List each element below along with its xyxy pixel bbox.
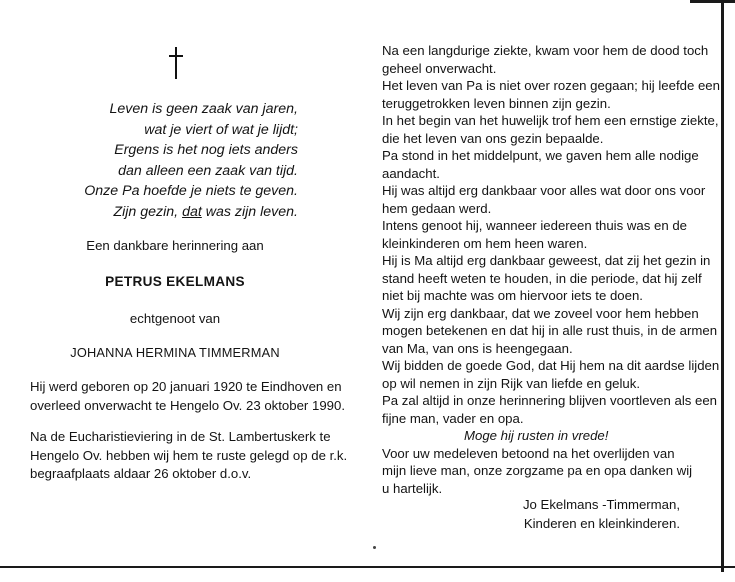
fold-mark: [373, 546, 376, 549]
dedication: Een dankbare herinnering aan: [86, 238, 264, 253]
thanks-line: Voor uw medeleven betoond na het overlijden van: [382, 445, 675, 461]
tribute-line: Pa zal altijd in onze herinnering blijven voortleven als een: [382, 393, 718, 408]
poem-line: [60, 202, 298, 223]
tribute-line: kleinkinderen om hem heen waren.: [382, 235, 588, 251]
tribute-line: op wil nemen in zijn Rijk van liefde en geluk.: [382, 375, 641, 391]
scan-edge-corner: [690, 0, 735, 3]
tribute-line: hem gedaan werd.: [382, 200, 492, 216]
poem-text: was zijn leven.: [201, 203, 298, 220]
paragraph-line: overleed onverwacht te Hengelo Ov. 23 oktober 1990.: [30, 397, 345, 413]
poem-underlined-word: dat: [182, 203, 202, 220]
poem-line: Leven is geen zaak van jaren,: [109, 101, 298, 117]
tribute-line: Intens genoot hij, wanneer iedereen thuis was en de: [382, 218, 687, 233]
signature-line: Kinderen en kleinkinderen.: [523, 516, 680, 531]
poem-line: Ergens is het nog iets anders: [114, 142, 298, 159]
tribute-line: Wij zijn erg dankbaar, dat we zoveel voor hem hebben: [382, 305, 699, 321]
tribute-text: [382, 42, 720, 497]
tribute-line: Het leven van Pa is niet over rozen gegaan; hij leefde een: [382, 78, 720, 93]
tribute-line: Wij bidden de goede God, dat Hij hem na dit aardse lijden: [382, 358, 720, 373]
tribute-line: Na een langdurige ziekte, kwam voor hem de dood toch: [382, 43, 709, 58]
paragraph-line: Hengelo Ov. hebben wij hem te ruste gelegd op de r.k.: [30, 447, 348, 463]
thanks-line: mijn lieve man, onze zorgzame pa en opa danken wij: [382, 463, 693, 478]
tribute-line: geheel onverwacht.: [382, 60, 497, 76]
paragraph-line: begraafplaats aldaar 26 oktober d.o.v.: [30, 466, 252, 481]
tribute-line: Pa stond in het middelpunt, we gaven hem alle nodige: [382, 148, 699, 163]
prayer-line: Moge hij rusten in vrede!: [464, 428, 609, 443]
paragraph-line: Na de Eucharistieviering in de St. Lambertuskerk te: [30, 429, 331, 444]
poem-line: Onze Pa hoefde je niets te geven.: [84, 183, 298, 200]
birth-death-paragraph: [30, 378, 345, 415]
tribute-line: die het leven van ons gezin bepaalde.: [382, 130, 604, 146]
tribute-line: In het begin van het huwelijk trof hem een ernstige ziekte,: [382, 113, 719, 128]
tribute-line: Hij is Ma altijd erg dankbaar geweest, dat zij het gezin in: [382, 253, 711, 268]
thanks-line: u hartelijk.: [382, 480, 443, 496]
burial-paragraph: [30, 428, 348, 484]
deceased-name: PETRUS EKELMANS: [105, 274, 245, 289]
tribute-line: niet bij machte was om hiervoor iets te doen.: [382, 288, 643, 303]
tribute-line: van Ma, van ons is heengegaan.: [382, 340, 573, 356]
scan-edge-right: [721, 0, 724, 572]
tribute-line: teruggetrokken leven binnen zijn gezin.: [382, 95, 611, 111]
signature-line: Jo Ekelmans -Timmerman,: [522, 497, 680, 512]
tribute-line: stand heeft weten te houden, in die periode, dat hij zelf: [382, 270, 702, 286]
cross-icon: [165, 45, 187, 79]
paragraph-line: Hij werd geboren op 20 januari 1920 te Eindhoven en: [30, 379, 342, 394]
tribute-line: fijne man, vader en opa.: [382, 410, 524, 426]
poem: [60, 99, 298, 223]
tribute-line: Hij was altijd erg dankbaar voor alles wat door ons voor: [382, 183, 706, 198]
poem-line: wat je viert of wat je lijdt;: [144, 121, 298, 138]
scan-edge-bottom: [0, 566, 735, 568]
signature: [500, 495, 680, 533]
tribute-line: mogen betekenen en dat hij in alle rust thuis, in de armen: [382, 323, 718, 338]
tribute-line: aandacht.: [382, 165, 440, 181]
poem-line: dan alleen een zaak van tijd.: [118, 162, 298, 179]
spouse-label: echtgenoot van: [129, 311, 221, 326]
poem-text: Zijn gezin,: [113, 203, 183, 220]
spouse-name: JOHANNA HERMINA TIMMERMAN: [70, 345, 280, 360]
